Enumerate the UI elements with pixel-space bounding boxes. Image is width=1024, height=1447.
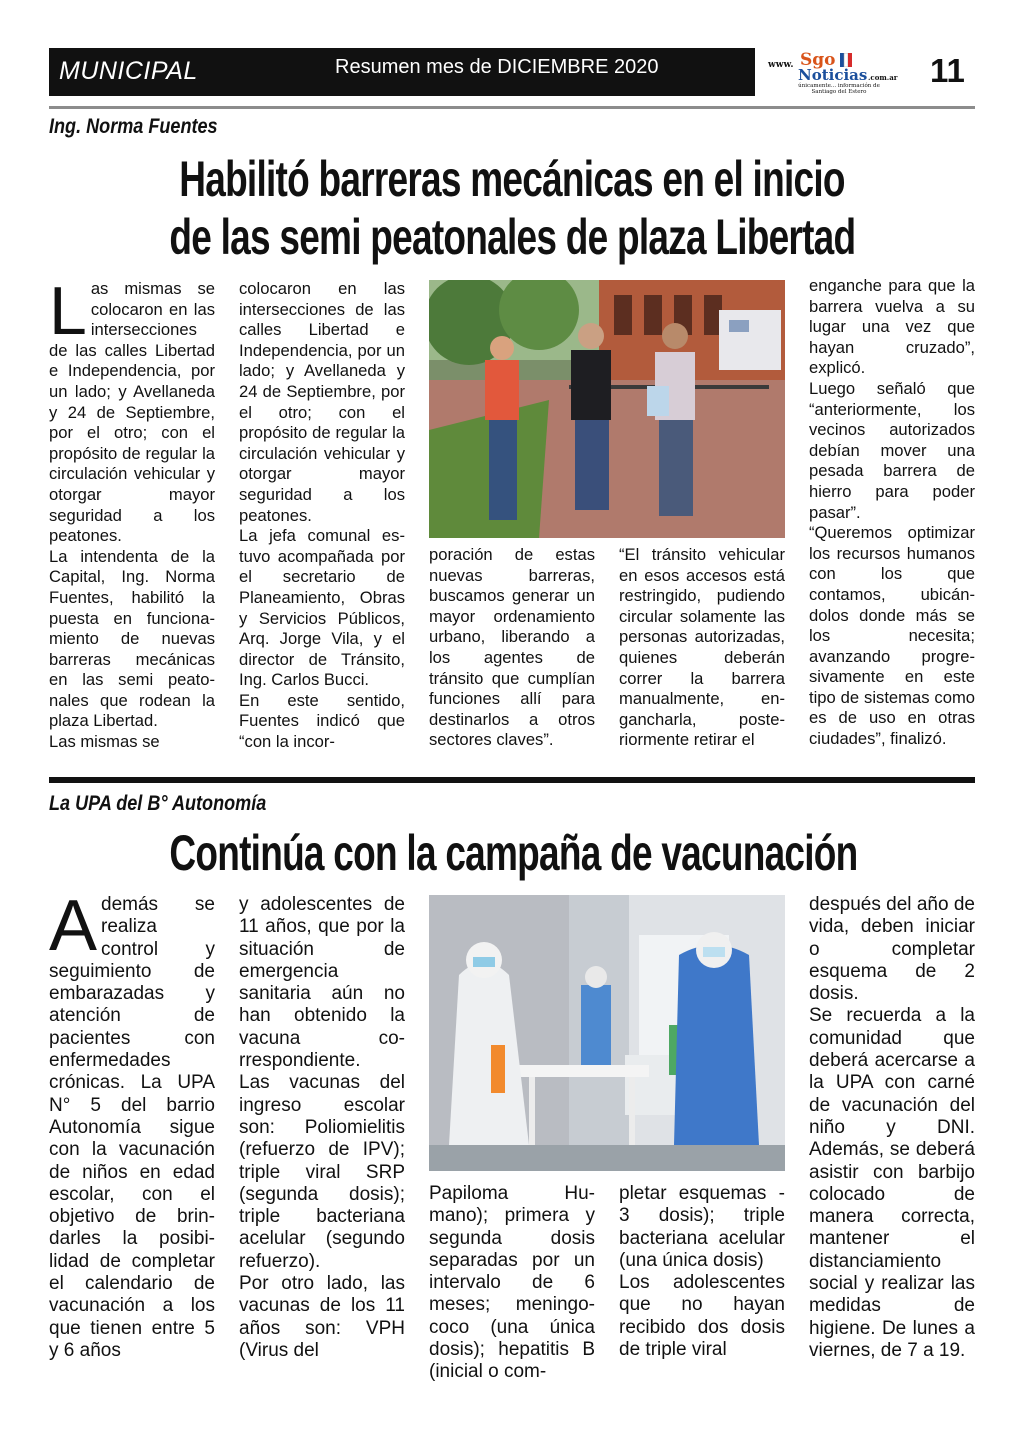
article1-col5-paragraph: Luego señaló que “anteriormente, los vecinos autorizados debían mover una pesada barrera de hierro para poder pasar”. (809, 378, 975, 522)
issue-summary: Resumen mes de DICIEMBRE 2020 (335, 56, 659, 78)
article1-headline-line-2: de las semi peatonales de plaza Libertad (169, 209, 856, 265)
article2-kicker: La UPA del B° Autonomía (49, 792, 267, 815)
article1-col2-paragraph: colocaron en las intersecciones de las calles Libertad e Independencia, por un lado; y Avellaneda y 24 de Septiembre, por el otro; con el propósito de regular la circulación vehicular y otorgar mayor seguridad a los peatones. (239, 279, 405, 525)
article2-column-5 (809, 894, 975, 1362)
logo-www: www. (768, 60, 794, 70)
publication-logo (768, 50, 918, 96)
section-header-bar (49, 48, 755, 96)
article2-column-1 (49, 886, 215, 1362)
article2-drop-cap: A (49, 886, 98, 966)
article1-col4-paragraph: “El tránsito vehicular en esos accesos está restringido, pudiendo circular solamente las personas autorizadas, quienes deberán correr la barrera manualmente, engancharla, posteriormente retirar el (619, 545, 785, 750)
section-title: MUNICIPAL (59, 57, 198, 85)
vaccination-scene-image (429, 895, 785, 1171)
article1-photo (429, 280, 785, 538)
article1-col1-paragraph: Las mismas se (49, 732, 160, 752)
flag-icon (840, 53, 852, 67)
logo-noticias: Noticias (798, 66, 868, 84)
article1-headline (49, 150, 975, 266)
article2-headline (49, 824, 975, 882)
article2-col5-paragraph: después del año de vida, deben iniciar o completar esquema de 2 dosis. (809, 894, 975, 1005)
article2-col5-paragraph: Se recuerda a la comunidad que deberá acercarse a la UPA con carné de vacunación del niño y DNI. Además, se deberá asistir con barbijo colocado de manera correcta, mantener el distanciamiento social y realizar las medidas de higiene. De lunes a viernes, de 7 a 19. (809, 1005, 975, 1361)
article1-col5-paragraph: “Queremos optimizar los recursos humanos con los que contamos, ubicándolos donde más se los necesita; avanzando progresivamente en este tipo de sistemas como es de uso en otras ciudades”, finalizó. (809, 523, 975, 749)
article1-col2-paragraph: La jefa comunal estuvo acompañada por el secretario de Planeamiento, Obras y Servicios Públicos, Arq. Jorge Vila, y el director de Tránsito, Ing. Carlos Bucci. (239, 526, 405, 690)
header-divider (49, 106, 975, 109)
article2-col2-paragraph: Por otro lado, las vacunas de los 11 años son: VPH (Virus del (239, 1273, 405, 1361)
street-scene-image (429, 280, 785, 538)
logo-sgo: Sgo (800, 50, 836, 70)
article2-col2-paragraph: y adolescentes de 11 años, que por la situación de emergencia sanitaria aún no han obtenido la vacuna correspondiente. (239, 894, 405, 1072)
article1-drop-cap: L (49, 273, 87, 349)
article1-column-3 (429, 545, 595, 751)
article2-col1-paragraph: demás se realiza control y seguimiento de embarazadas y atención de pacientes con enfermedades crónicas. La UPA N° 5 del barrio Autonomía sigue con la vacunación de niños en edad escolar, con el objetivo de brindarles la posibilidad de completar el calendario de vacunación a los que tienen entre 5 y 6 años (49, 894, 215, 1361)
article2-col4-paragraph: Los adolescentes que no hayan recibido dos dosis de triple viral (619, 1272, 785, 1361)
article1-col3-paragraph: poración de estas nuevas barreras, buscamos generar un mayor ordenamiento urbano, liberando a los agentes de tránsito que cumplían funciones allí para destinarlos a otros sectores claves”. (429, 545, 595, 750)
logo-domain: .com.ar (868, 73, 898, 82)
article2-column-2 (239, 894, 405, 1362)
page-number: 11 (930, 52, 965, 89)
article1-headline-line-1: Habilitó barreras mecánicas en el inicio (179, 151, 845, 207)
article1-col1-paragraph: La intendenta de la Capital, Ing. Norma Fuentes, habilitó la puesta en funcionamiento de nuevas barreras mecánicas en las semi peatonales que rodean la plaza Libertad. (49, 546, 215, 731)
article1-col5-paragraph: enganche para que la barrera vuelva a su lugar una vez que hayan cruzado”, explicó. (809, 276, 975, 378)
article1-col1-paragraph: as mismas se colocaron en las intersecciones de las calles Libertad e Independencia, por un lado; y Avellaneda y 24 de Septiembre, por el otro; con el propósito de regular la circulación vehicular y otorgar mayor seguridad a los peatones. (49, 279, 215, 546)
article1-column-5 (809, 276, 975, 750)
article2-col3-paragraph: Papiloma Humano); primera y segunda dosis separadas por un intervalo de 6 meses; meningococo (una única dosis); hepatitis B (inicial o com- (429, 1183, 595, 1383)
article1-column-2 (239, 279, 405, 753)
article2-headline-line: Continúa con la campaña de vacunación (169, 825, 858, 881)
article-divider (49, 777, 975, 783)
article1-col2-paragraph: En este sentido, Fuentes indicó que “con la incor- (239, 690, 405, 752)
logo-tagline (784, 83, 894, 95)
article2-column-4 (619, 1183, 785, 1361)
article2-col2-paragraph: Las vacunas del ingreso escolar son: Poliomielitis (refuerzo de IPV); triple viral SRP (segunda dosis); triple bacteriana acelular (segundo refuerzo). (239, 1072, 405, 1272)
article1-kicker: Ing. Norma Fuentes (49, 115, 218, 138)
article2-photo (429, 895, 785, 1171)
article2-column-3 (429, 1183, 595, 1384)
article1-column-1 (49, 273, 215, 753)
article1-column-4 (619, 545, 785, 751)
logo-tagline-line-1: únicamente... información de (798, 83, 880, 89)
logo-tagline-line-2: Santiago del Estero (811, 89, 867, 95)
article2-col4-paragraph: pletar esquemas - 3 dosis); triple bacteriana acelular (una única dosis) (619, 1183, 785, 1271)
